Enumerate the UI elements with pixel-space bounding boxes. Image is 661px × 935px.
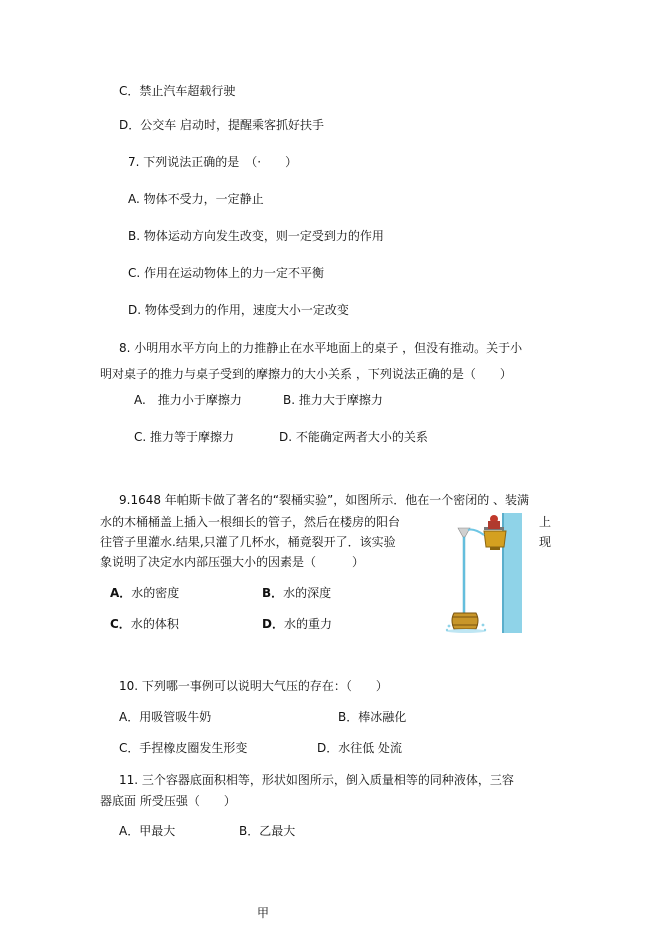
q9-option-b <box>262 586 331 600</box>
q9-option-c-letter: C． <box>110 617 131 631</box>
q9-stem-line1: 9.1648 年帕斯卡做了著名的“裂桶实验”，如图所示．他在一个密闭的 、装满 <box>119 493 530 507</box>
water-stream <box>468 530 484 535</box>
q9-option-d-text: 水的重力 <box>283 617 332 631</box>
q7-stem: 7. 下列说法正确的是 （· ） <box>128 155 298 169</box>
q11-stem-line1: 11. 三个容器底面积相等，形状如图所示，倒入质量相等的同种液体，三容 <box>119 773 514 787</box>
container-label-jia: 甲 <box>257 906 270 920</box>
q7-option-b: B. 物体运动方向发生改变，则一定受到力的作用 <box>128 229 384 243</box>
q11-option-a: A．甲最大 <box>119 824 176 838</box>
q9-option-b-text: 水的深度 <box>283 586 332 600</box>
splash-drop <box>446 629 448 631</box>
pouring-bucket <box>484 531 506 547</box>
q10-option-c: C．手捏橡皮圈发生形变 <box>119 741 248 755</box>
q7-option-c: C. 作用在运动物体上的力一定不平衡 <box>128 266 325 280</box>
q10-stem: 10. 下列哪一事例可以说明大气压的存在：（ ） <box>119 679 388 693</box>
bucket-base <box>490 547 500 550</box>
q7-option-d: D. 物体受到力的作用，速度大小一定改变 <box>128 303 349 317</box>
q9-stem-line2-end: 上 <box>539 515 552 529</box>
q8-option-c: C. 推力等于摩擦力 <box>134 430 235 444</box>
long-tube <box>463 537 465 613</box>
pascal-barrel-figure <box>444 513 522 633</box>
splash-drop <box>448 625 451 628</box>
q9-option-c-text: 水的体积 <box>130 617 179 631</box>
wooden-barrel <box>452 613 478 629</box>
q7-option-a: A. 物体不受力，一定静止 <box>128 192 264 206</box>
q8-option-b: B. 推力大于摩擦力 <box>283 393 383 407</box>
q10-option-a: A．用吸管吸牛奶 <box>119 710 212 724</box>
q9-option-b-letter: B． <box>262 586 284 600</box>
q11-option-b: B．乙最大 <box>239 824 296 838</box>
person-body <box>488 521 500 529</box>
q9-option-c <box>110 617 179 631</box>
q8-option-a: A. 推力小于摩擦力 <box>134 393 242 407</box>
q9-option-d <box>262 617 332 631</box>
q8-stem-line1: 8. 小明用水平方向上的力推静止在水平地面上的桌子 ，但没有推动。关于小 <box>119 341 523 355</box>
q10-option-b: B．棒冰融化 <box>338 710 407 724</box>
q9-stem-line4: 象说明了决定水内部压强大小的因素是（ ） <box>100 555 365 569</box>
q9-stem-line3: 往管子里灌水.结果,只灌了几杯水，桶竟裂开了．该实验 <box>100 535 396 549</box>
q11-stem-line2: 器底面 所受压强（ ） <box>100 794 236 808</box>
splash-drop <box>482 624 485 627</box>
q9-option-a <box>110 586 179 600</box>
q10-option-d: D．水往低 处流 <box>317 741 403 755</box>
q9-stem-line2: 水的木桶桶盖上插入一根细长的管子，然后在楼房的阳台 <box>100 515 401 529</box>
q9-option-a-text: 水的密度 <box>131 586 180 600</box>
q9-option-a-letter: A． <box>110 586 132 600</box>
q8-stem-line2: 明对桌子的推力与桌子受到的摩擦力的大小关系 ，下列说法正确的是（ ） <box>100 367 512 381</box>
q6-option-c: C．禁止汽车超载行驶 <box>119 84 236 98</box>
q9-option-d-letter: D． <box>262 617 284 631</box>
q6-option-d: D．公交车 启动时，提醒乘客抓好扶手 <box>119 118 325 132</box>
q8-option-d: D. 不能确定两者大小的关系 <box>279 430 428 444</box>
q9-stem-line3-end: 现 <box>539 535 552 549</box>
water-splash <box>446 629 486 633</box>
splash-drop <box>484 629 486 631</box>
